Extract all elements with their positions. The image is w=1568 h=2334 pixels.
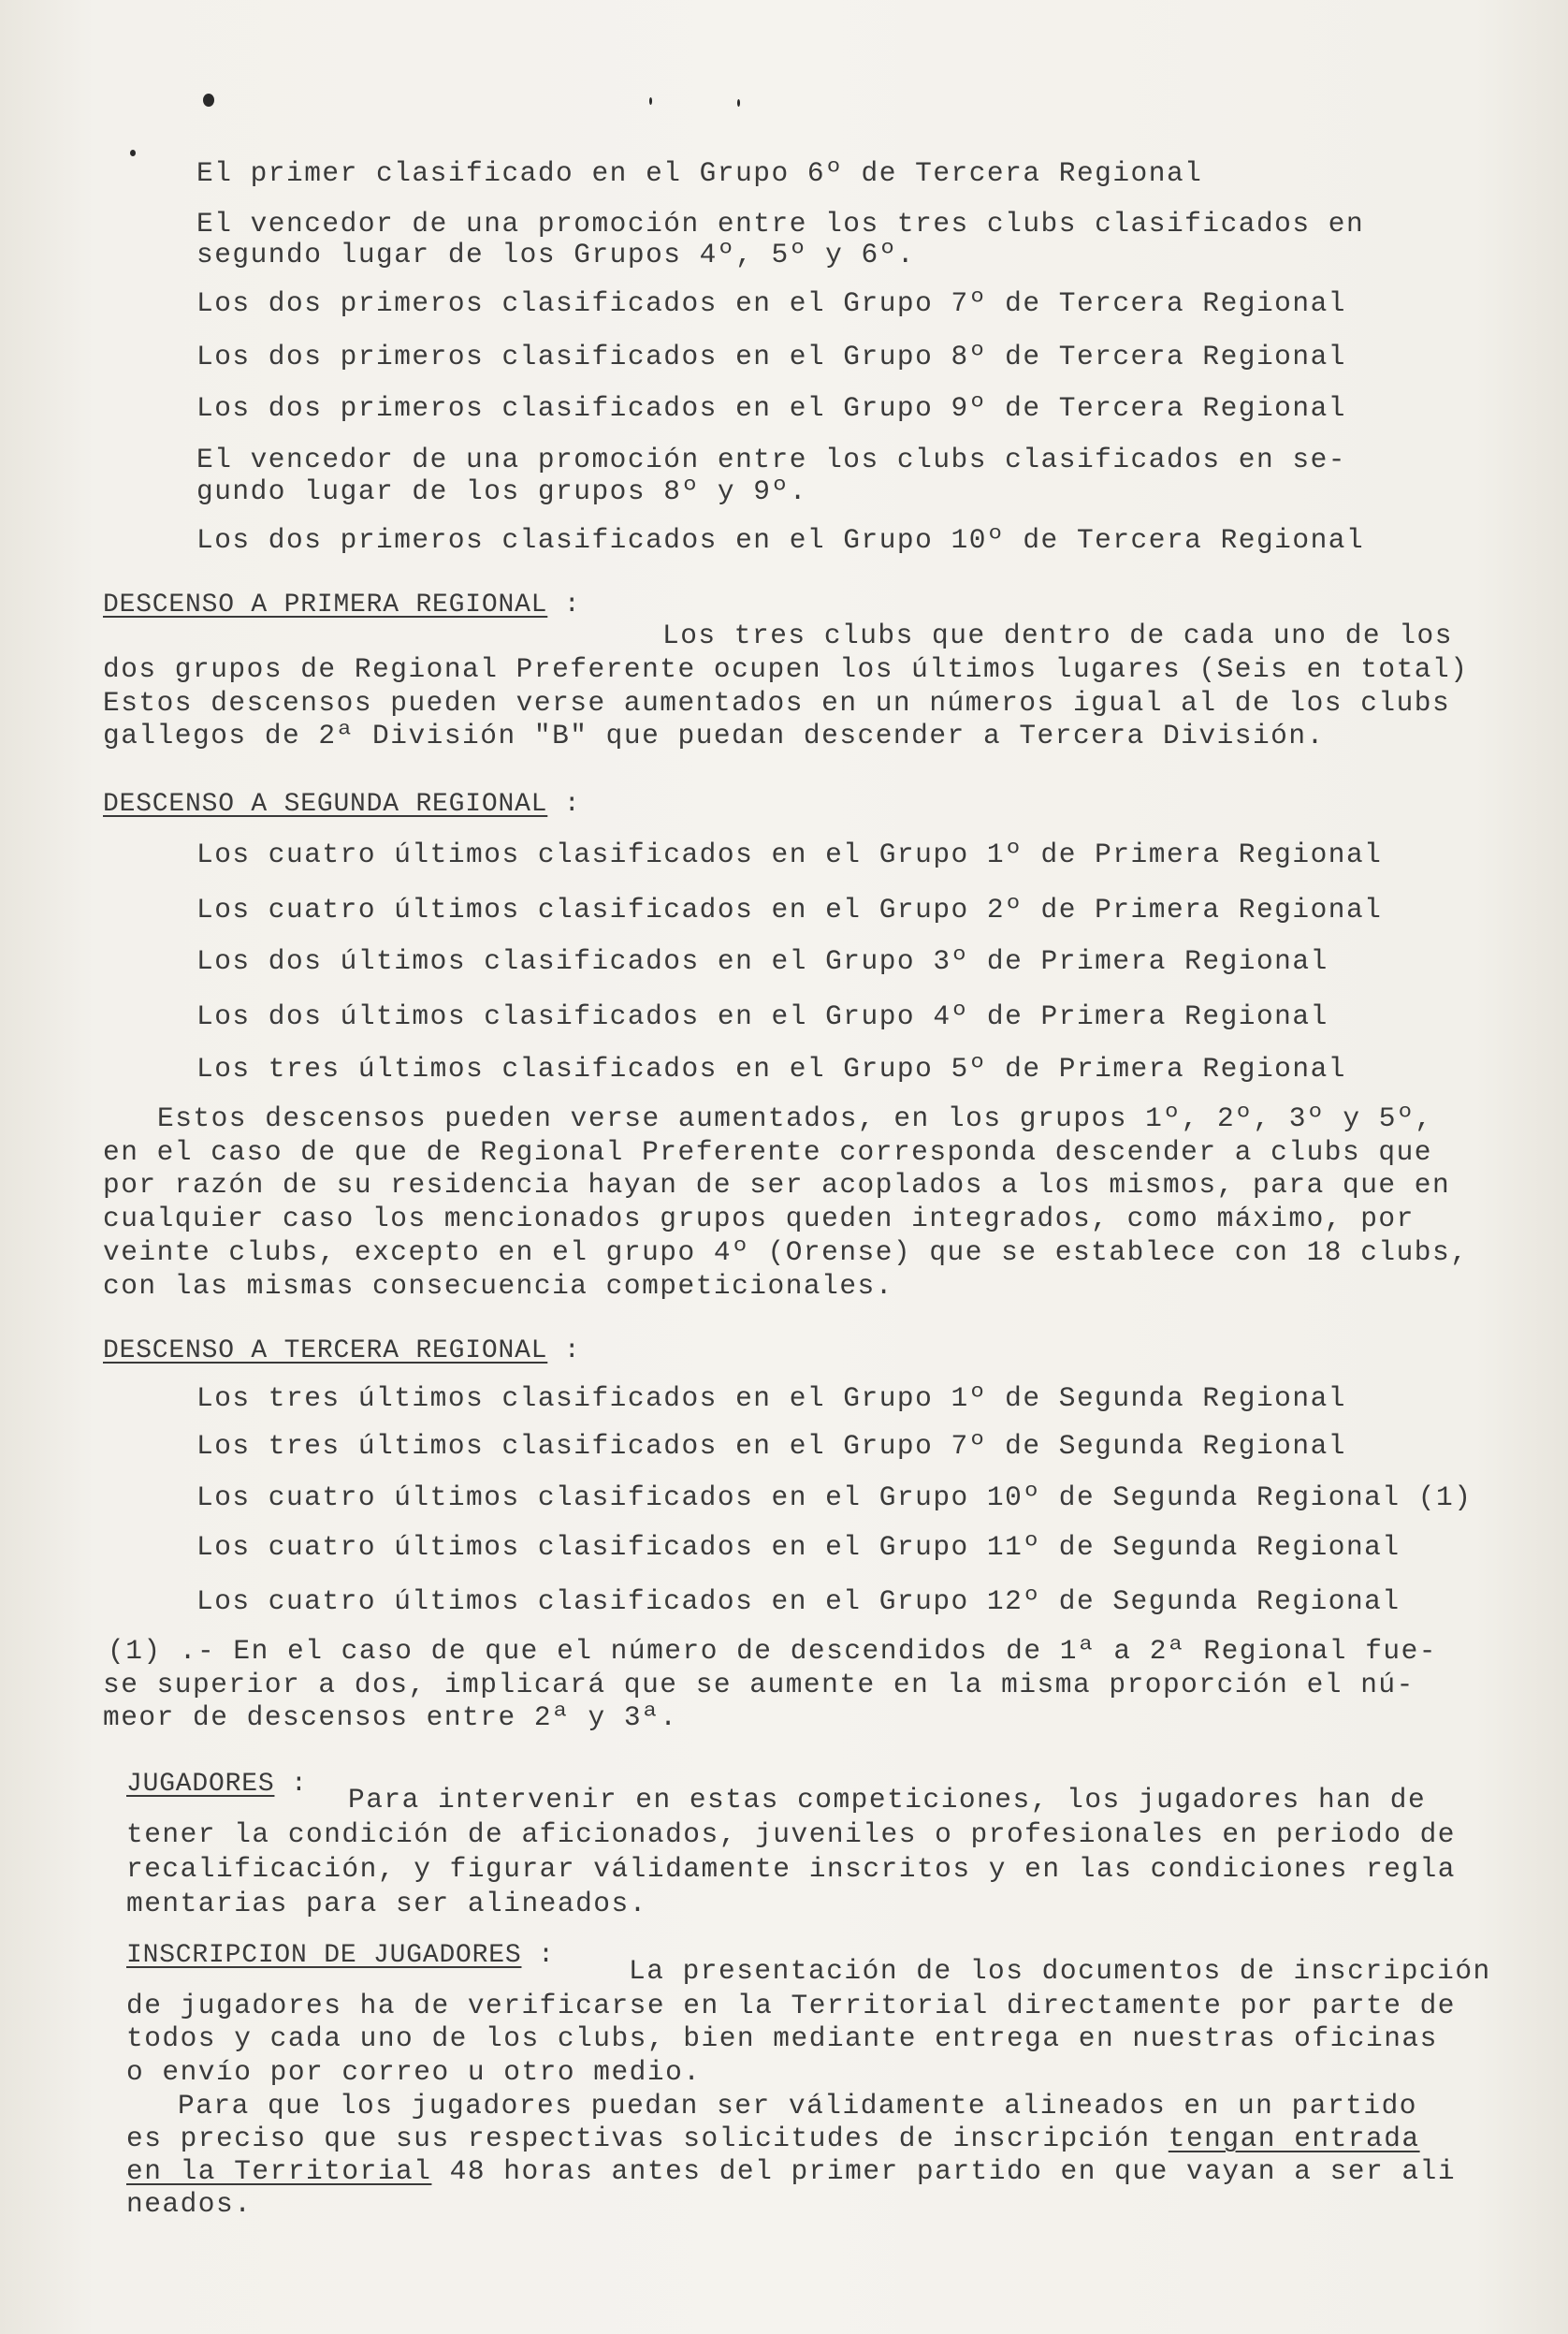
list-item: Los cuatro últimos clasificados en el Grupo 1º de Primera Regional [196, 839, 1383, 870]
footnote-line: se superior a dos, implicará que se aumente en la misma proporción el nú- [103, 1669, 1415, 1700]
list-item: Los dos últimos clasificados en el Grupo 3º de Primera Regional [196, 945, 1328, 977]
section-heading-descenso-tercera: DESCENSO A TERCERA REGIONAL : [103, 1336, 581, 1365]
section-heading-descenso-segunda: DESCENSO A SEGUNDA REGIONAL : [103, 790, 581, 819]
paragraph-line: veinte clubs, excepto en el grupo 4º (Orense) que se establece con 18 clubs, [103, 1236, 1469, 1268]
list-item: Los cuatro últimos clasificados en el Grupo 12º de Segunda Regional [196, 1585, 1401, 1617]
list-item: Los tres últimos clasificados en el Grupo 7º de Segunda Regional [196, 1430, 1346, 1462]
footnote-line: meor de descensos entre 2ª y 3ª. [103, 1701, 678, 1733]
paragraph-line: Estos descensos pueden verse aumentados en un números igual al de los clubs [103, 687, 1451, 719]
paragraph-line: gallegos de 2ª División "B" que puedan descender a Tercera División. [103, 720, 1325, 751]
list-item: Los dos últimos clasificados en el Grupo 4º de Primera Regional [196, 1000, 1328, 1032]
paragraph-line: La presentación de los documentos de inscripción [629, 1955, 1491, 1987]
paragraph-line: tener la condición de aficionados, juveniles o profesionales en periodo de [126, 1818, 1457, 1850]
underlined-phrase: en la Territorial [126, 2155, 432, 2187]
list-item: Los tres últimos clasificados en el Grupo 1º de Segunda Regional [196, 1382, 1346, 1414]
section-heading-jugadores: JUGADORES : [126, 1770, 308, 1799]
promotion-item-cont: segundo lugar de los Grupos 4º, 5º y 6º. [196, 239, 916, 270]
promotion-item: El vencedor de una promoción entre los clubs clasificados en se- [196, 444, 1346, 475]
paragraph-line: en el caso de que de Regional Preferente corresponda descender a clubs que [103, 1136, 1433, 1168]
paragraph-line [126, 2122, 1420, 2154]
promotion-item: El primer clasificado en el Grupo 6º de Tercera Regional [196, 157, 1203, 189]
paragraph-line: Los tres clubs que dentro de cada uno de los [662, 620, 1453, 651]
paragraph-line: por razón de su residencia hayan de ser acoplados a los mismos, para que en [103, 1169, 1451, 1201]
list-item: Los cuatro últimos clasificados en el Grupo 11º de Segunda Regional [196, 1531, 1401, 1563]
promotion-item: Los dos primeros clasificados en el Grupo 8º de Tercera Regional [196, 341, 1346, 372]
paragraph-line: de jugadores ha de verificarse en la Territorial directamente por parte de [126, 1990, 1457, 2021]
list-item: Los tres últimos clasificados en el Grupo 5º de Primera Regional [196, 1053, 1346, 1085]
paragraph-line: Estos descensos pueden verse aumentados, en los grupos 1º, 2º, 3º y 5º, [157, 1102, 1433, 1134]
paragraph-line: todos y cada uno de los clubs, bien mediante entrega en nuestras oficinas [126, 2022, 1438, 2054]
paragraph-line: o envío por correo u otro medio. [126, 2056, 702, 2088]
paragraph-text: 48 horas antes del primer partido en que vayan a ser ali [431, 2155, 1457, 2187]
ink-speck [203, 94, 214, 107]
list-item: Los cuatro últimos clasificados en el Grupo 2º de Primera Regional [196, 894, 1383, 926]
paragraph-text: es preciso que sus respectivas solicitudes de inscripción [126, 2122, 1151, 2154]
section-heading-descenso-primera: DESCENSO A PRIMERA REGIONAL : [103, 591, 581, 620]
ink-speck [737, 99, 740, 107]
paragraph-line: cualquier caso los mencionados grupos queden integrados, como máximo, por [103, 1203, 1415, 1234]
paragraph-line: neados. [126, 2188, 253, 2220]
section-heading-inscripcion: INSCRIPCION DE JUGADORES : [126, 1941, 555, 1970]
list-item: Los cuatro últimos clasificados en el Grupo 10º de Segunda Regional (1) [196, 1481, 1473, 1513]
promotion-item: Los dos primeros clasificados en el Grupo 9º de Tercera Regional [196, 392, 1346, 424]
paragraph-line [126, 2155, 1456, 2187]
promotion-item: Los dos primeros clasificados en el Grupo 7º de Tercera Regional [196, 287, 1346, 319]
paragraph-line: mentarias para ser alineados. [126, 1888, 647, 1919]
ink-speck [649, 97, 652, 105]
paragraph-line: recalificación, y figurar válidamente inscritos y en las condiciones regla [126, 1853, 1457, 1885]
paragraph-line: dos grupos de Regional Preferente ocupen los últimos lugares (Seis en total) [103, 653, 1469, 685]
promotion-item-cont: gundo lugar de los grupos 8º y 9º. [196, 475, 807, 507]
underlined-phrase: tengan entrada [1168, 2122, 1420, 2154]
paragraph-line: Para intervenir en estas competiciones, los jugadores han de [348, 1784, 1427, 1816]
ink-speck [130, 150, 136, 156]
paragraph-line: Para que los jugadores puedan ser válidamente alineados en un partido [178, 2090, 1417, 2122]
promotion-item: El vencedor de una promoción entre los tres clubs clasificados en [196, 208, 1365, 240]
promotion-item: Los dos primeros clasificados en el Grupo 10º de Tercera Regional [196, 524, 1365, 556]
footnote-line: (1) .- En el caso de que el número de descendidos de 1ª a 2ª Regional fue- [108, 1635, 1438, 1667]
paragraph-line: con las mismas consecuencia competicionales. [103, 1270, 893, 1302]
